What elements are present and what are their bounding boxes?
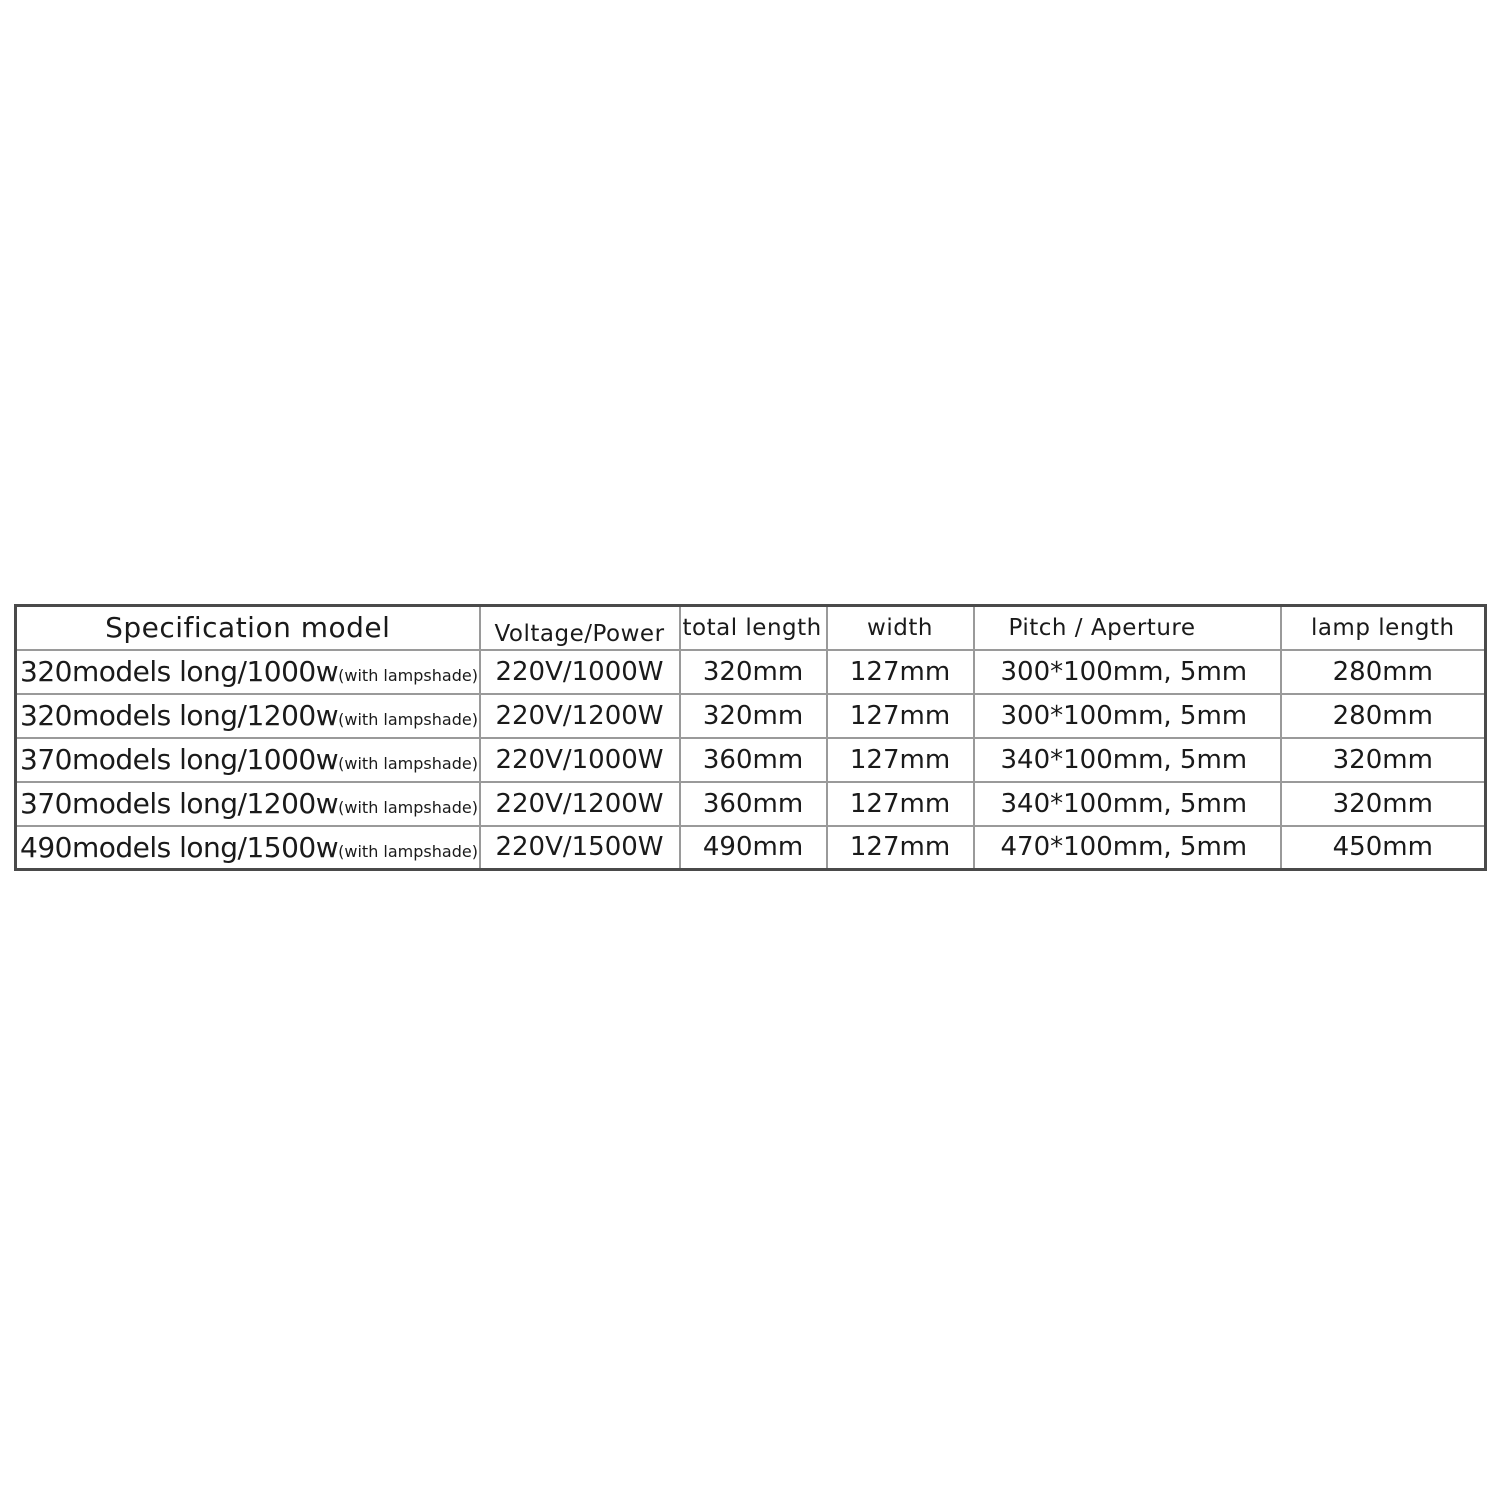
table-row — [16, 694, 1486, 738]
cell-lamp-length: 320mm — [1281, 738, 1486, 782]
cell-width: 127mm — [827, 782, 974, 826]
cell-pitch-aperture: 340*100mm, 5mm — [974, 782, 1281, 826]
cell-voltage-power: 220V/1200W — [480, 782, 680, 826]
specification-table — [14, 604, 1487, 871]
cell-pitch-aperture: 470*100mm, 5mm — [974, 826, 1281, 870]
header-total-length: total length — [680, 606, 827, 650]
cell-voltage-power: 220V/1200W — [480, 694, 680, 738]
cell-width: 127mm — [827, 738, 974, 782]
model-name: 320models long/1000w — [20, 655, 339, 688]
model-name: 370models long/1000w — [20, 743, 339, 776]
cell-voltage-power: 220V/1000W — [480, 738, 680, 782]
cell-voltage-power: 220V/1000W — [480, 650, 680, 694]
cell-voltage-power: 220V/1500W — [480, 826, 680, 870]
header-voltage-power: Voltage/Power — [480, 606, 680, 650]
table-row — [16, 650, 1486, 694]
cell-total-length: 360mm — [680, 738, 827, 782]
cell-total-length: 490mm — [680, 826, 827, 870]
cell-total-length: 320mm — [680, 694, 827, 738]
cell-width: 127mm — [827, 650, 974, 694]
cell-width: 127mm — [827, 826, 974, 870]
header-lamp-length: lamp length — [1281, 606, 1486, 650]
cell-pitch-aperture: 300*100mm, 5mm — [974, 694, 1281, 738]
cell-lamp-length: 320mm — [1281, 782, 1486, 826]
cell-total-length: 320mm — [680, 650, 827, 694]
header-specification-model: Specification model — [16, 606, 480, 650]
table-row — [16, 782, 1486, 826]
header-width: width — [827, 606, 974, 650]
model-note: (with lampshade) — [338, 710, 478, 729]
model-note: (with lampshade) — [338, 798, 478, 817]
model-name: 370models long/1200w — [20, 787, 339, 820]
cell-pitch-aperture: 340*100mm, 5mm — [974, 738, 1281, 782]
cell-model — [16, 694, 480, 738]
cell-model — [16, 782, 480, 826]
cell-total-length: 360mm — [680, 782, 827, 826]
model-note: (with lampshade) — [338, 841, 478, 861]
cell-lamp-length: 280mm — [1281, 650, 1486, 694]
cell-width: 127mm — [827, 694, 974, 738]
table-row — [16, 738, 1486, 782]
model-note: (with lampshade) — [338, 666, 478, 685]
cell-model — [16, 738, 480, 782]
model-name: 320models long/1200w — [20, 699, 339, 732]
cell-model — [16, 650, 480, 694]
model-note: (with lampshade) — [338, 754, 478, 773]
header-pitch-aperture: Pitch / Aperture — [974, 606, 1281, 650]
table-header-row — [16, 606, 1486, 650]
cell-lamp-length: 280mm — [1281, 694, 1486, 738]
cell-pitch-aperture: 300*100mm, 5mm — [974, 650, 1281, 694]
model-name: 490models long/1500w — [20, 830, 339, 864]
cell-lamp-length: 450mm — [1281, 826, 1486, 870]
cell-model — [16, 826, 480, 870]
table-row — [16, 826, 1486, 870]
